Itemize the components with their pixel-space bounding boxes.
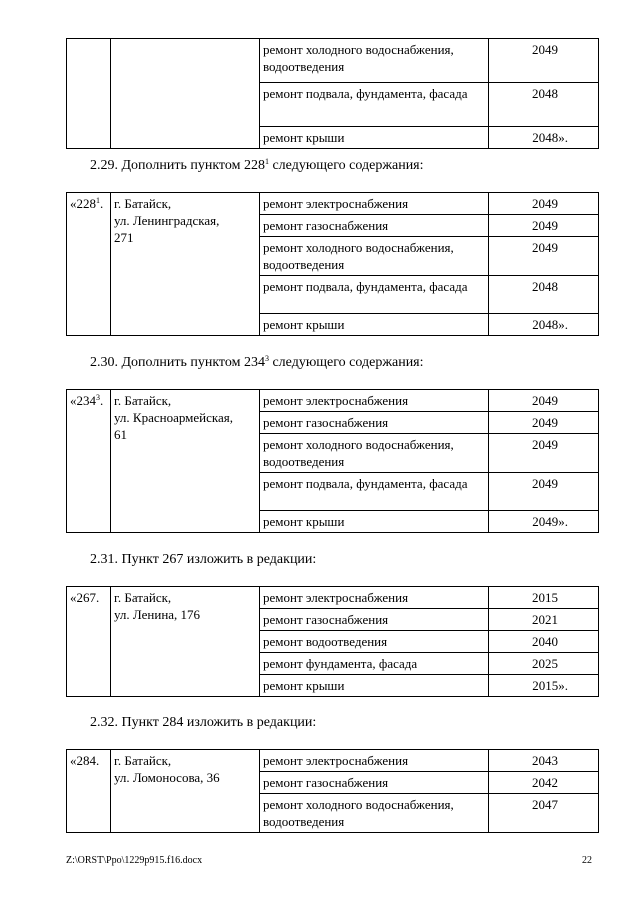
- address-line: 61: [114, 427, 127, 442]
- work-type-cell: ремонт холодного водоснабжения, водоотведения: [260, 434, 489, 473]
- year-cell: 2049: [489, 412, 599, 434]
- work-type-cell: ремонт крыши: [260, 314, 489, 336]
- year-cell: 2048: [489, 276, 599, 314]
- table-row: [67, 587, 599, 609]
- address-cell: [111, 587, 260, 697]
- item-number-cell: [67, 39, 111, 149]
- work-type-cell: ремонт фундамента, фасада: [260, 653, 489, 675]
- address-cell: [111, 750, 260, 833]
- work-type-cell: ремонт водоотведения: [260, 631, 489, 653]
- paragraph-text: 2.29. Дополнить пунктом 228: [90, 158, 265, 173]
- address-line: ул. Красноармейская,: [114, 410, 233, 425]
- page-number: 22: [582, 855, 592, 866]
- item-number: «267.: [70, 590, 100, 605]
- work-type-cell: ремонт холодного водоснабжения, водоотведения: [260, 39, 489, 83]
- work-type-cell: ремонт газоснабжения: [260, 772, 489, 794]
- year-cell: 2043: [489, 750, 599, 772]
- item-number-tail: .: [100, 393, 104, 408]
- item-number: «234: [70, 393, 96, 408]
- year-cell: 2021: [489, 609, 599, 631]
- address-line: г. Батайск,: [114, 590, 172, 605]
- year-cell: 2049: [489, 434, 599, 473]
- year-cell: 2049: [489, 193, 599, 215]
- amendment-paragraph: [90, 551, 316, 569]
- amendment-paragraph: [90, 157, 424, 175]
- table-row: [67, 39, 599, 83]
- paragraph-text: 2.32. Пункт 284 изложить в редакции:: [90, 715, 317, 730]
- work-type-cell: ремонт электроснабжения: [260, 587, 489, 609]
- address-cell: [111, 39, 260, 149]
- year-cell: 2048».: [489, 127, 599, 149]
- work-type-cell: ремонт электроснабжения: [260, 193, 489, 215]
- work-type-cell: ремонт электроснабжения: [260, 750, 489, 772]
- address-line: г. Батайск,: [114, 753, 172, 768]
- work-type-cell: ремонт электроснабжения: [260, 390, 489, 412]
- repair-schedule-table: [66, 389, 599, 533]
- repair-schedule-table: [66, 38, 599, 149]
- year-cell: 2040: [489, 631, 599, 653]
- year-cell: 2025: [489, 653, 599, 675]
- footer-file-path: Z:\ORST\Ppo\1229p915.f16.docx: [66, 855, 203, 866]
- item-number-cell: [67, 193, 111, 336]
- year-cell: 2042: [489, 772, 599, 794]
- item-number-superscript: 3: [96, 393, 100, 402]
- item-number-cell: [67, 587, 111, 697]
- amendment-paragraph: [90, 354, 424, 372]
- paragraph-superscript: 3: [264, 354, 269, 363]
- table-row: [67, 750, 599, 772]
- address-line: 271: [114, 230, 134, 245]
- amendment-paragraph: [90, 714, 316, 732]
- year-cell: 2049: [489, 473, 599, 511]
- item-number-superscript: 1: [96, 196, 100, 205]
- address-line: ул. Ломоносова, 36: [114, 770, 220, 785]
- year-cell: 2049: [489, 39, 599, 83]
- paragraph-text: 2.31. Пункт 267 изложить в редакции:: [90, 552, 317, 567]
- address-line: ул. Ленина, 176: [114, 607, 201, 622]
- address-line: г. Батайск,: [114, 196, 172, 211]
- year-cell: 2049: [489, 237, 599, 276]
- work-type-cell: ремонт холодного водоснабжения, водоотведения: [260, 237, 489, 276]
- repair-schedule-table: [66, 192, 599, 336]
- work-type-cell: ремонт подвала, фундамента, фасада: [260, 276, 489, 314]
- work-type-cell: ремонт крыши: [260, 127, 489, 149]
- work-type-cell: ремонт подвала, фундамента, фасада: [260, 83, 489, 127]
- year-cell: 2015».: [489, 675, 599, 697]
- repair-schedule-table: [66, 586, 599, 697]
- address-cell: [111, 390, 260, 533]
- work-type-cell: ремонт газоснабжения: [260, 412, 489, 434]
- year-cell: 2048».: [489, 314, 599, 336]
- paragraph-text: 2.30. Дополнить пунктом 234: [90, 355, 265, 370]
- address-cell: [111, 193, 260, 336]
- year-cell: 2049: [489, 390, 599, 412]
- table-row: [67, 390, 599, 412]
- paragraph-tail: следующего содержания:: [268, 158, 424, 173]
- year-cell: 2015: [489, 587, 599, 609]
- item-number-cell: [67, 390, 111, 533]
- address-line: г. Батайск,: [114, 393, 172, 408]
- item-number-tail: .: [100, 196, 104, 211]
- table-row: [67, 193, 599, 215]
- work-type-cell: ремонт крыши: [260, 675, 489, 697]
- year-cell: 2049».: [489, 511, 599, 533]
- work-type-cell: ремонт крыши: [260, 511, 489, 533]
- year-cell: 2049: [489, 215, 599, 237]
- item-number-cell: [67, 750, 111, 833]
- paragraph-tail: следующего содержания:: [268, 355, 424, 370]
- year-cell: 2048: [489, 83, 599, 127]
- repair-schedule-table: [66, 749, 599, 833]
- work-type-cell: ремонт подвала, фундамента, фасада: [260, 473, 489, 511]
- address-line: ул. Ленинградская,: [114, 213, 220, 228]
- item-number: «228: [70, 196, 96, 211]
- work-type-cell: ремонт газоснабжения: [260, 215, 489, 237]
- paragraph-superscript: 1: [264, 157, 269, 166]
- year-cell: 2047: [489, 794, 599, 833]
- work-type-cell: ремонт холодного водоснабжения, водоотведения: [260, 794, 489, 833]
- item-number: «284.: [70, 753, 100, 768]
- work-type-cell: ремонт газоснабжения: [260, 609, 489, 631]
